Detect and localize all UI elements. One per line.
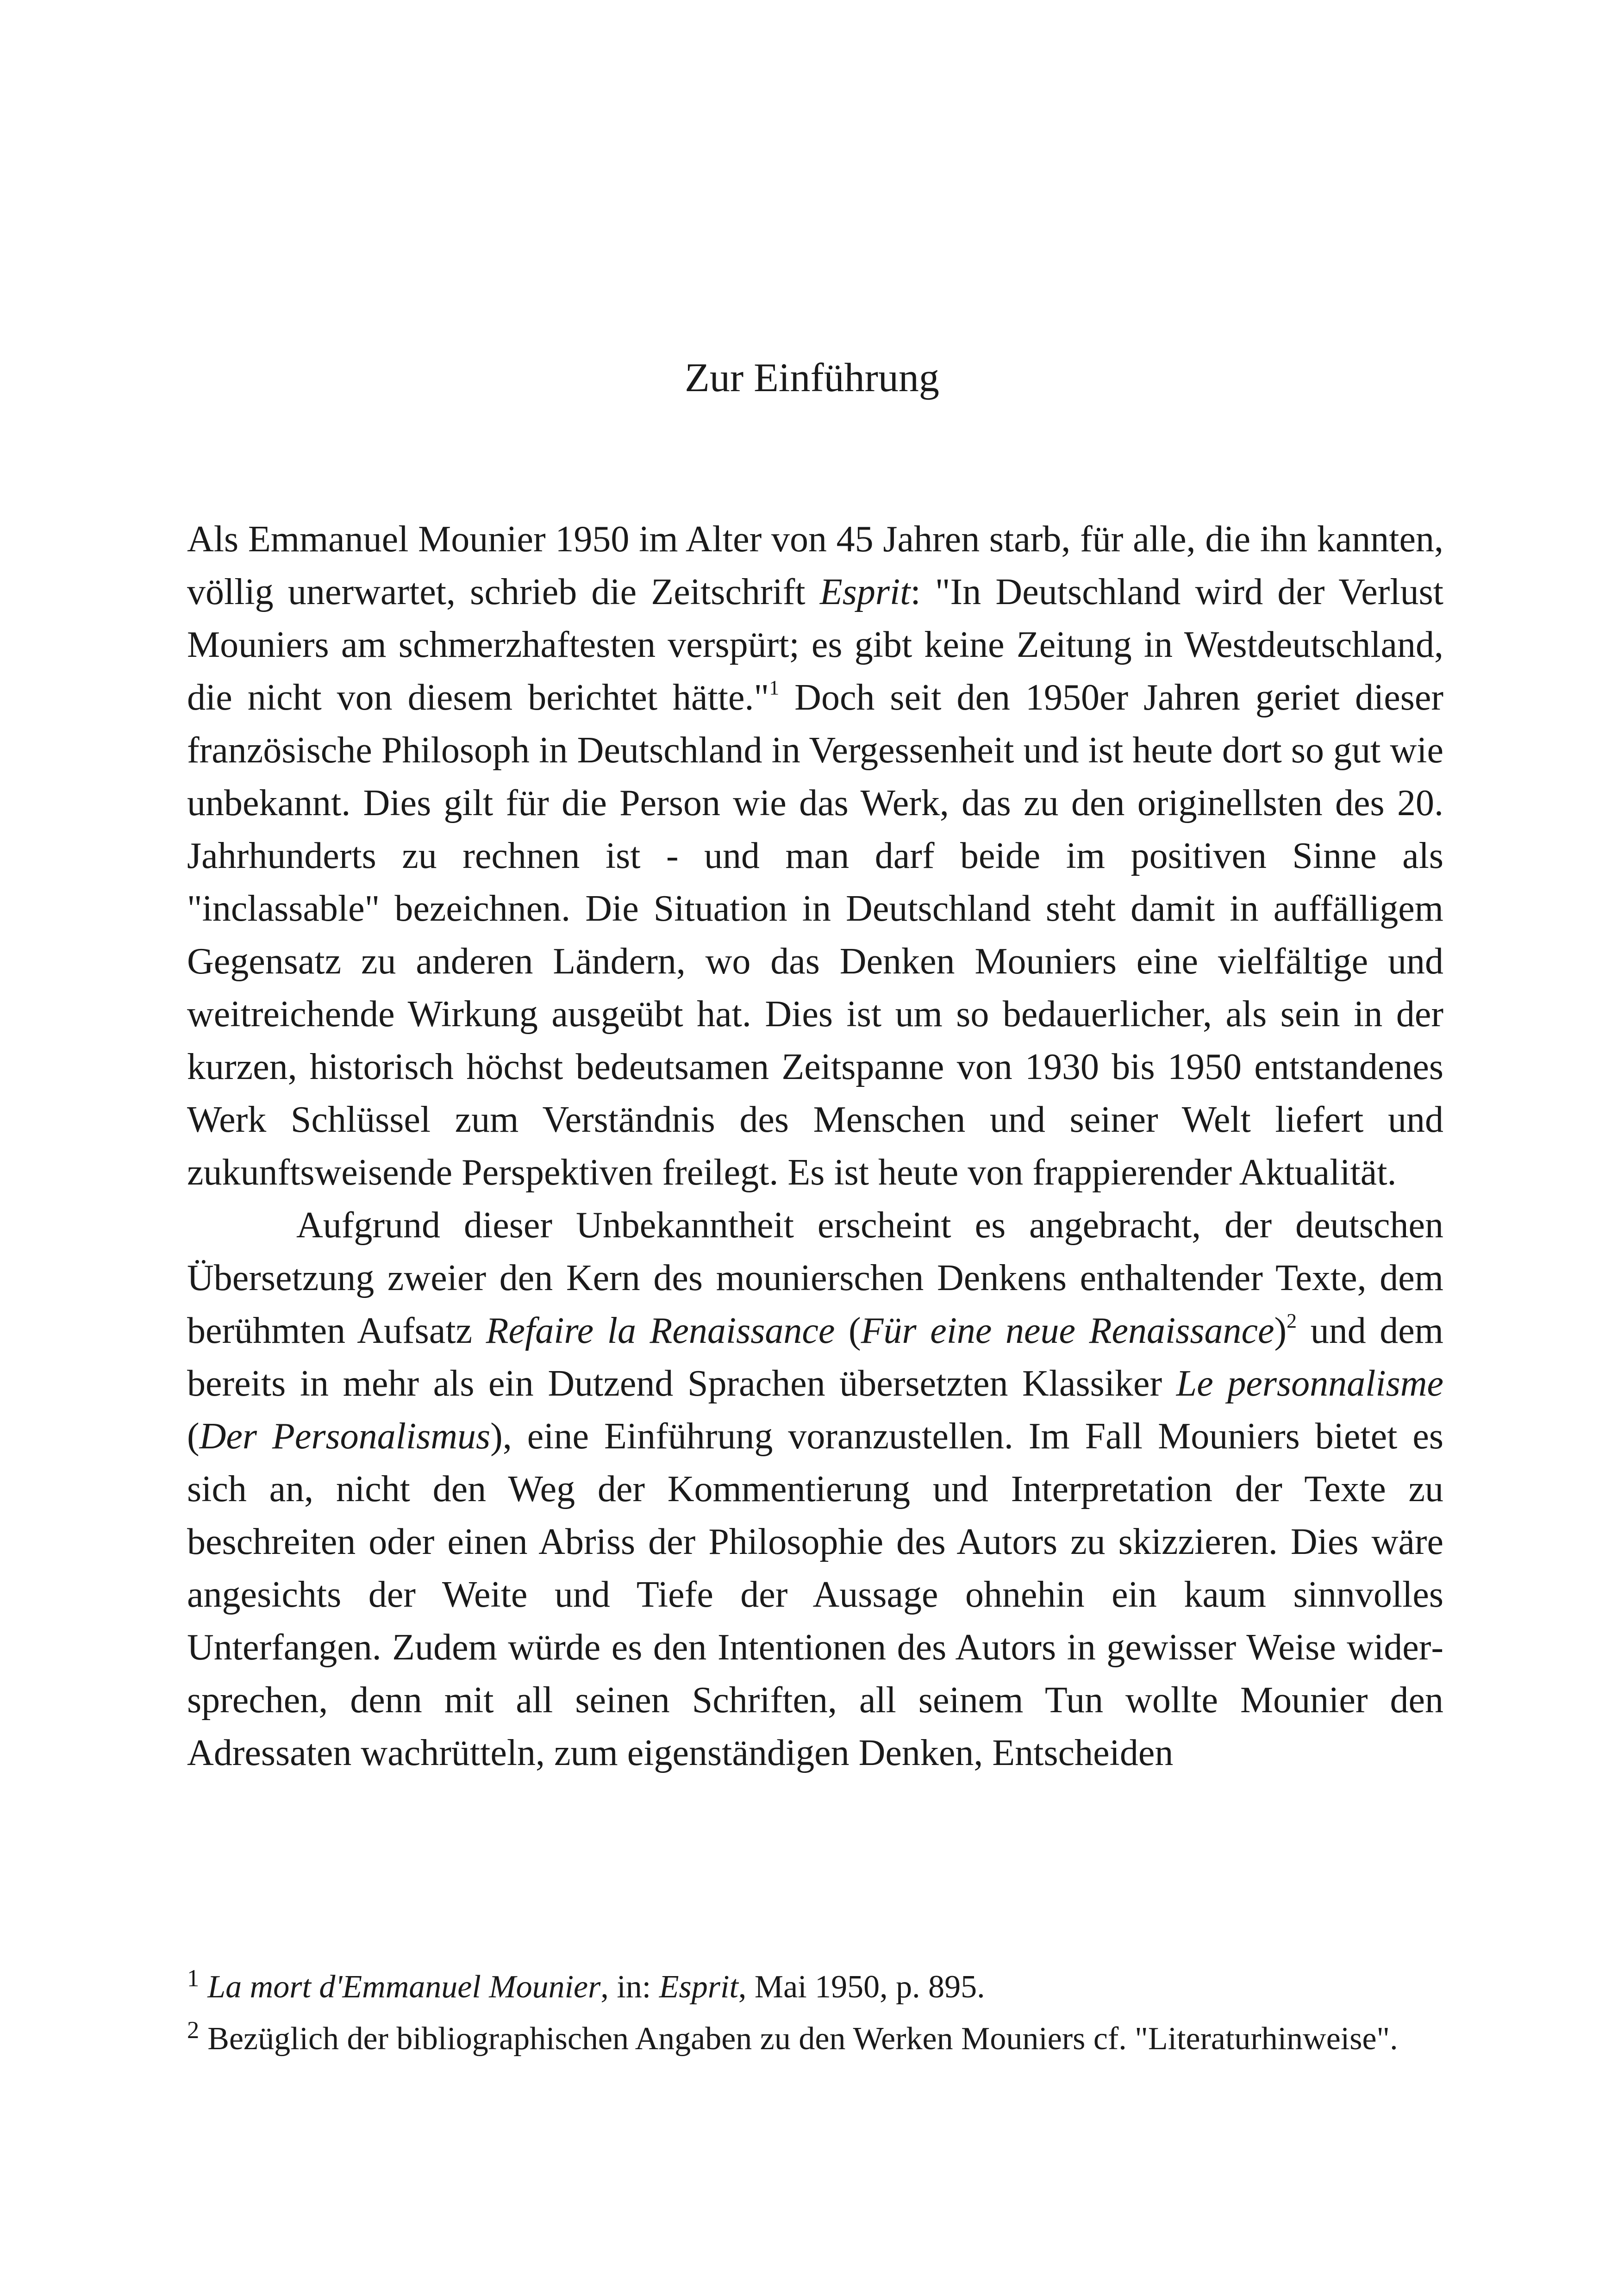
footnote-spacer (187, 2010, 1443, 2016)
footnote-text: , Mai 1950, p. 895. (738, 1969, 985, 2005)
footnote-italic: La mort d'Emmanuel Mounier (207, 1969, 601, 2005)
footnote-text: , in: (600, 1969, 659, 2005)
footnotes (187, 1964, 1443, 2062)
paragraph-text: ( (835, 1310, 861, 1351)
footnote-reference[interactable]: 1 (769, 676, 780, 699)
footnote-italic: Esprit (659, 1969, 738, 2005)
footnote-mark: 2 (187, 2017, 200, 2044)
journal-title: Esprit (819, 572, 911, 612)
footnote-1 (187, 1964, 1443, 2010)
paragraph-text: ), eine Einführung voranzustellen. Im Fall Mouniers bietet es sich an, nicht den Weg der Kommentierung und Interpretation der Texte zu beschreiten oder einen Abriss der Philosophie des Autors zu skizzieren. Dies wäre angesichts der Weite und Tiefe der Aussage ohnehin ein kaum sinnvolles Unterfangen. Zudem würde es den Intentionen des Autors in gewisser Weise widersprechen, denn mit all seinen Schriften, all seinem Tun wollte Mounier den Adressaten wachrütteln, zum eigenständigen Denken, Entscheiden (187, 1416, 1444, 1773)
paragraph-1 (187, 513, 1443, 1199)
paragraph-text: ( (187, 1416, 200, 1457)
paragraph-text: : "In Deutschland wird der Verlust Mouniers am schmerzhaftesten verspürt; es gibt keine Zeitung in Westdeutschland, die nicht von diesem berichtet hätte." (187, 572, 1443, 718)
paragraph-text: Aufgrund dieser Unbekanntheit erscheint es angebracht, der deutschen Übersetzung zweier den Kern des mounierschen Denkens enthaltender Texte, dem berühmten Aufsatz (187, 1205, 1443, 1351)
work-title: Refaire la Renaissance (486, 1310, 835, 1351)
work-title: Le personnalisme (1176, 1363, 1444, 1404)
footnote-2 (187, 2016, 1443, 2062)
paragraph-text: ) (1274, 1310, 1287, 1351)
paragraph-2 (187, 1199, 1443, 1779)
work-title: Der Personalismus (199, 1416, 491, 1457)
paragraph-text: Doch seit den 1950er Jahren geriet dieser französische Philosoph in Deutschland in Vergessenheit und ist heute dort so gut wie unbekannt. Dies gilt für die Person wie das Werk, das zu den originellsten des 20. Jahrhunderts zu rechnen ist - und man darf beide im positiven Sinne als "inclassable" bezeichnen. Die Situation in Deutschland steht damit in auffälligem Gegensatz zu anderen Ländern, wo das Denken Mouniers eine vielfältige und weitreichende Wirkung ausgeübt hat. Dies ist um so bedauerlicher, als sein in der kurzen, historisch höchst bedeutsamen Zeitspanne von 1930 bis 1950 entstandenes Werk Schlüssel zum Verständnis des Menschen und seiner Welt liefert und zukunftsweisende Perspektiven freilegt. Es ist heute von frappierender Aktualität. (187, 677, 1444, 1193)
paragraph-text: Als Emmanuel Mounier 1950 im Alter von 45 Jahren starb, für alle, die ihn kannten, völlig unerwartet, schrieb die Zeitschrift (187, 519, 1443, 612)
footnote-text: Bezüglich der bibliographischen Angaben zu den Werken Mouniers cf. "Literaturhinweise". (207, 2021, 1398, 2057)
work-title: Für eine neue Renaissance (861, 1310, 1274, 1351)
footnote-reference[interactable]: 2 (1287, 1310, 1297, 1332)
main-text (187, 513, 1443, 1779)
footnote-mark: 1 (187, 1965, 200, 1992)
page-title: Zur Einführung (685, 355, 939, 400)
paragraph-text: und dem bereits in mehr als ein Dutzend Sprachen übersetzten Klassiker (187, 1310, 1444, 1404)
